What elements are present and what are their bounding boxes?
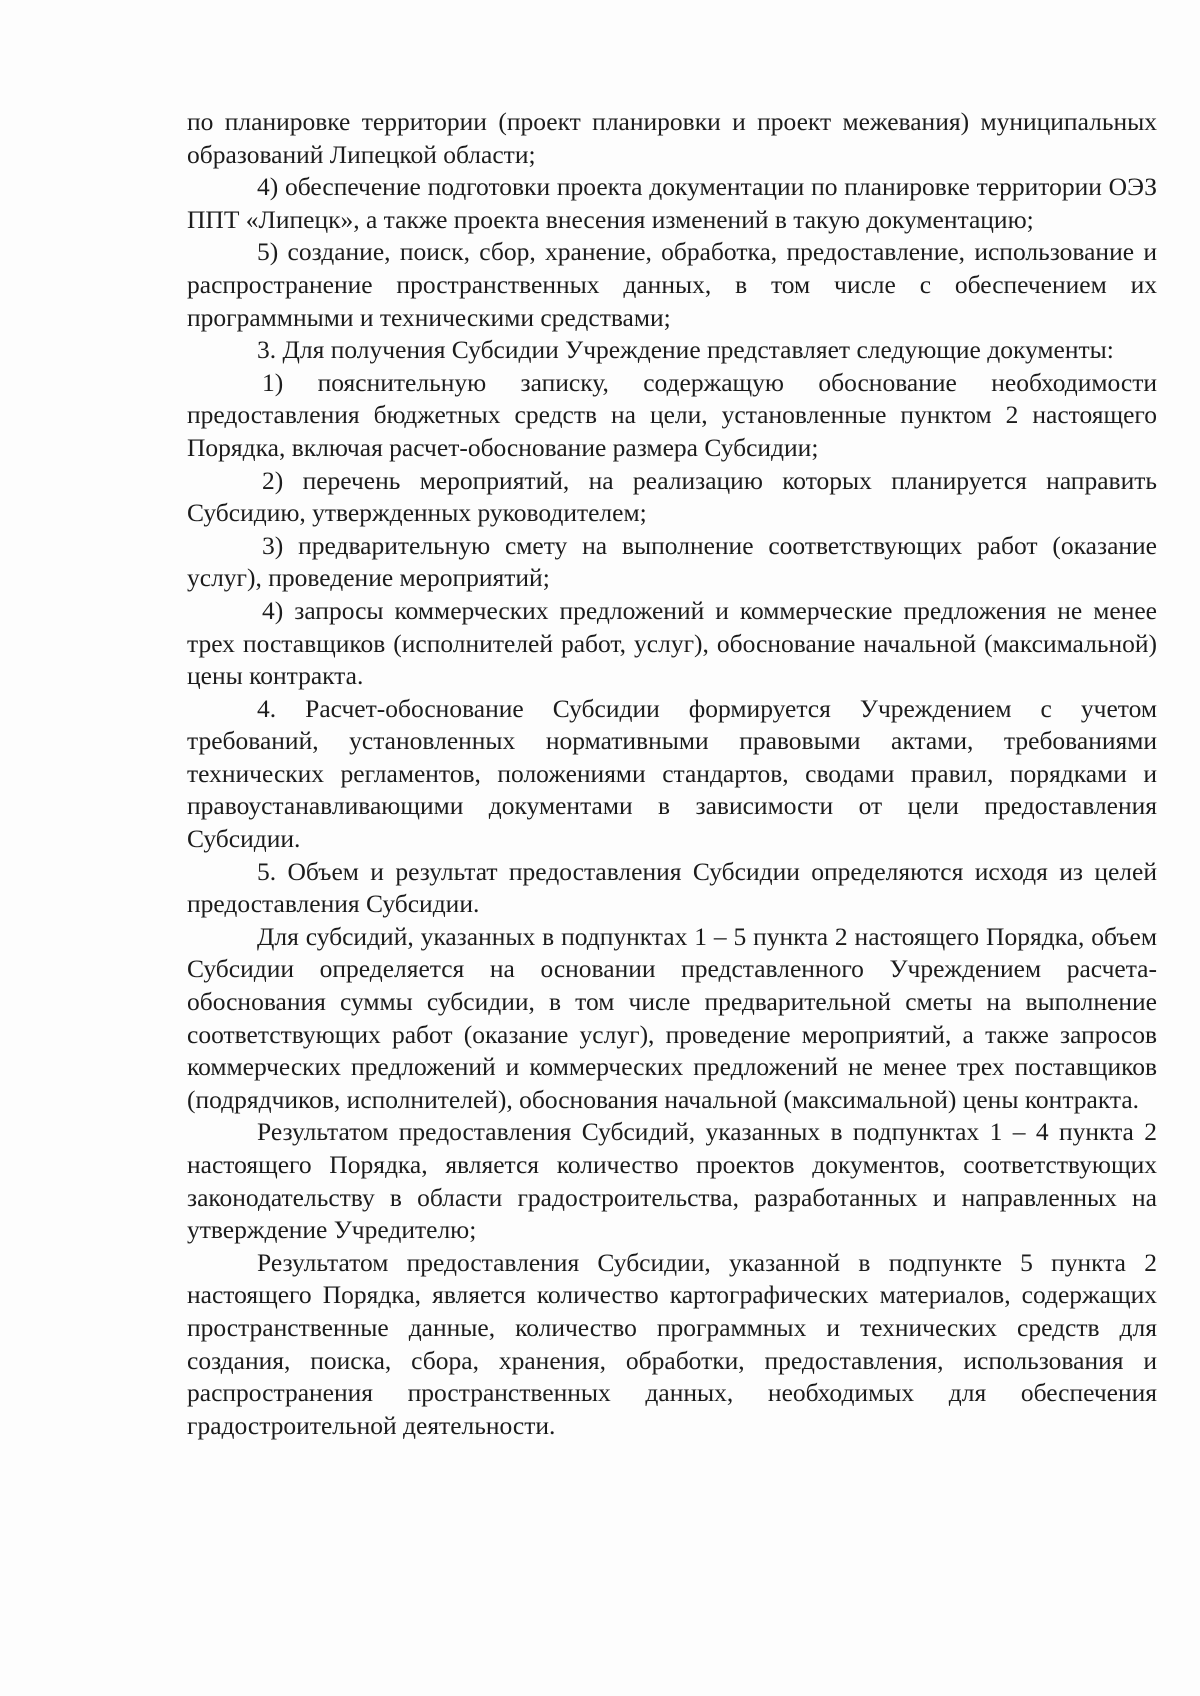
paragraph-result-5: Результатом предоставления Субсидии, указанной в подпункте 5 пункта 2 настоящего Порядка, является количество картографических материалов, содержащих пространственные данные, количество программных и технических средств для создания, поиска, сбора, хранения, обработки, предоставления, использования и распространения пространственных данных, необходимых для обеспечения градостроительной деятельности. (187, 1247, 1157, 1440)
paragraph-section-4: 4. Расчет-обоснование Субсидии формируется Учреждением с учетом требований, установленных нормативными правовыми актами, требованиями технических регламентов, положениями стандартов, сводами правил, порядками и правоустанавливающими документами в зависимости от цели предоставления Субсидии. (187, 693, 1157, 854)
paragraph-section-3: 3. Для получения Субсидии Учреждение представляет следующие документы: (257, 335, 1114, 365)
paragraph-doc-3: 3) предварительную смету на выполнение соответствующих работ (оказание услуг), проведение мероприятий; (187, 530, 1157, 593)
document-body (187, 106, 1157, 1442)
paragraph-item-4: 4) обеспечение подготовки проекта документации по планировке территории ОЭЗ ППТ «Липецк», а также проекта внесения изменений в такую документацию; (187, 172, 1157, 234)
paragraph-volume: Для субсидий, указанных в подпунктах 1 – 5 пункта 2 настоящего Порядка, объем Субсидии определяется на основании представленного Учреждением расчета-обоснования суммы субсидии, в том числе предварительной сметы на выполнение соответствующих работ (оказание услуг), проведение мероприятий, а также запросов коммерческих предложений и коммерческих предложений не менее трех поставщиков (подрядчиков, исполнителей), обоснования начальной (максимальной) цены контракта. (187, 921, 1157, 1114)
paragraph-continuation: по планировке территории (проект планировки и проект межевания) муниципальных образований Липецкой области; (187, 107, 1157, 169)
paragraph-doc-4: 4) запросы коммерческих предложений и коммерческие предложения не менее трех поставщиков (исполнителей работ, услуг), обоснование начальной (максимальной) цены контракта. (187, 595, 1157, 691)
paragraph-doc-1: 1) пояснительную записку, содержащую обоснование необходимости предоставления бюджетных средств на цели, установленные пунктом 2 настоящего Порядка, включая расчет-обоснование размера Субсидии; (187, 367, 1157, 462)
paragraph-result-1-4: Результатом предоставления Субсидий, указанных в подпунктах 1 – 4 пункта 2 настоящего Порядка, является количество проектов документов, соответствующих законодательству в области градостроительства, разработанных и направленных на утверждение Учредителю; (187, 1117, 1157, 1245)
paragraph-doc-2: 2) перечень мероприятий, на реализацию которых планируется направить Субсидию, утвержденных руководителем; (187, 465, 1157, 528)
paragraph-section-5: 5. Объем и результат предоставления Субсидии определяются исходя из целей предоставления Субсидии. (187, 856, 1157, 919)
paragraph-item-5: 5) создание, поиск, сбор, хранение, обработка, предоставление, использование и распространение пространственных данных, в том числе с обеспечением их программными и техническими средствами; (187, 237, 1157, 332)
